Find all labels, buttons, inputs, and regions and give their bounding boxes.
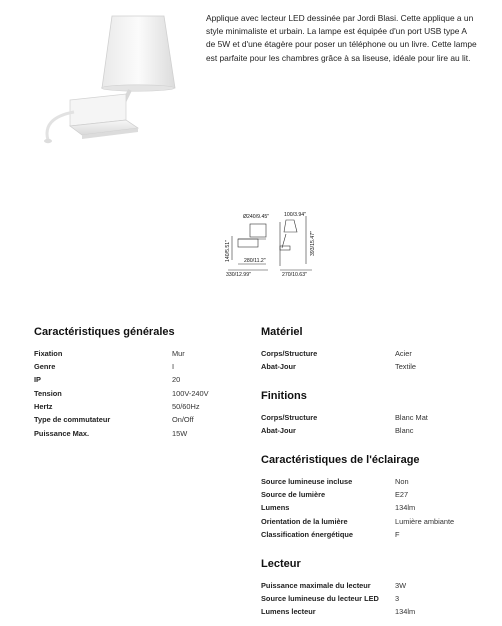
spec-value: Non [395, 477, 409, 486]
spec-value: Blanc [395, 426, 414, 435]
spec-label: Corps/Structure [261, 413, 318, 422]
spec-value: 134lm [395, 503, 416, 512]
section-title-general: Caractéristiques générales [34, 326, 175, 338]
spec-label: Puissance maximale du lecteur [261, 581, 371, 590]
spec-value: Textile [395, 362, 416, 371]
spec-label: Lumens lecteur [261, 607, 316, 616]
spec-label: Lumens [261, 503, 290, 512]
dim-label: 100/3.94" [284, 212, 307, 218]
spec-label: Source de lumière [261, 490, 326, 499]
spec-label: Abat-Jour [261, 426, 296, 435]
spec-label: Tension [34, 389, 62, 398]
spec-label: Abat-Jour [261, 362, 296, 371]
section-title-reader: Lecteur [261, 558, 301, 570]
spec-value: F [395, 530, 400, 539]
dim-label: 140/5.51" [225, 239, 231, 262]
spec-value: 20 [172, 375, 181, 384]
spec-label: Type de commutateur [34, 415, 111, 424]
spec-label: Puissance Max. [34, 429, 90, 438]
section-title-material: Matériel [261, 326, 303, 338]
product-image [30, 8, 180, 148]
dim-label: 270/10.63" [282, 272, 307, 278]
dim-label: Ø240/9.45" [243, 214, 270, 220]
spec-label: Classification énergétique [261, 530, 353, 539]
spec-label: Source lumineuse incluse [261, 477, 353, 486]
spec-label: Source lumineuse du lecteur LED [261, 594, 379, 603]
spec-value: I [172, 362, 175, 371]
spec-value: Acier [395, 349, 412, 358]
spec-value: 3 [395, 594, 400, 603]
spec-label: Hertz [34, 402, 53, 411]
spec-value: Mur [172, 349, 185, 358]
spec-value: Blanc Mat [395, 413, 428, 422]
spec-value: 15W [172, 429, 188, 438]
product-description: Applique avec lecteur LED dessinée par Jordi Blasi. Cette applique a un style minimaliste et urbain. La lampe est équipée d'un port USB type A de 5W et d'une étagère pour poser un téléphone ou un livre. Cette lampe est parfaite pour les chambres grâce à sa liseuse, idéale pour lire au lit. [206, 13, 477, 63]
dim-label: 330/12.99" [226, 272, 251, 278]
spec-value: 3W [395, 581, 407, 590]
spec-value: 100V-240V [172, 389, 209, 398]
dim-label: 280/11.2" [244, 258, 266, 264]
spec-label: Orientation de la lumière [261, 517, 348, 526]
spec-value: 134lm [395, 607, 416, 616]
spec-label: Corps/Structure [261, 349, 318, 358]
spec-label: IP [34, 375, 41, 384]
spec-value: Lumière ambiante [395, 517, 455, 526]
section-title-finishes: Finitions [261, 390, 307, 402]
spec-value: 50/60Hz [172, 402, 200, 411]
technical-drawing [224, 208, 320, 278]
dim-label: 393/15.47" [310, 231, 316, 256]
spec-value: E27 [395, 490, 409, 499]
section-title-lighting: Caractéristiques de l'éclairage [261, 454, 420, 466]
spec-label: Fixation [34, 349, 63, 358]
spec-value: On/Off [172, 415, 194, 424]
spec-label: Genre [34, 362, 56, 371]
